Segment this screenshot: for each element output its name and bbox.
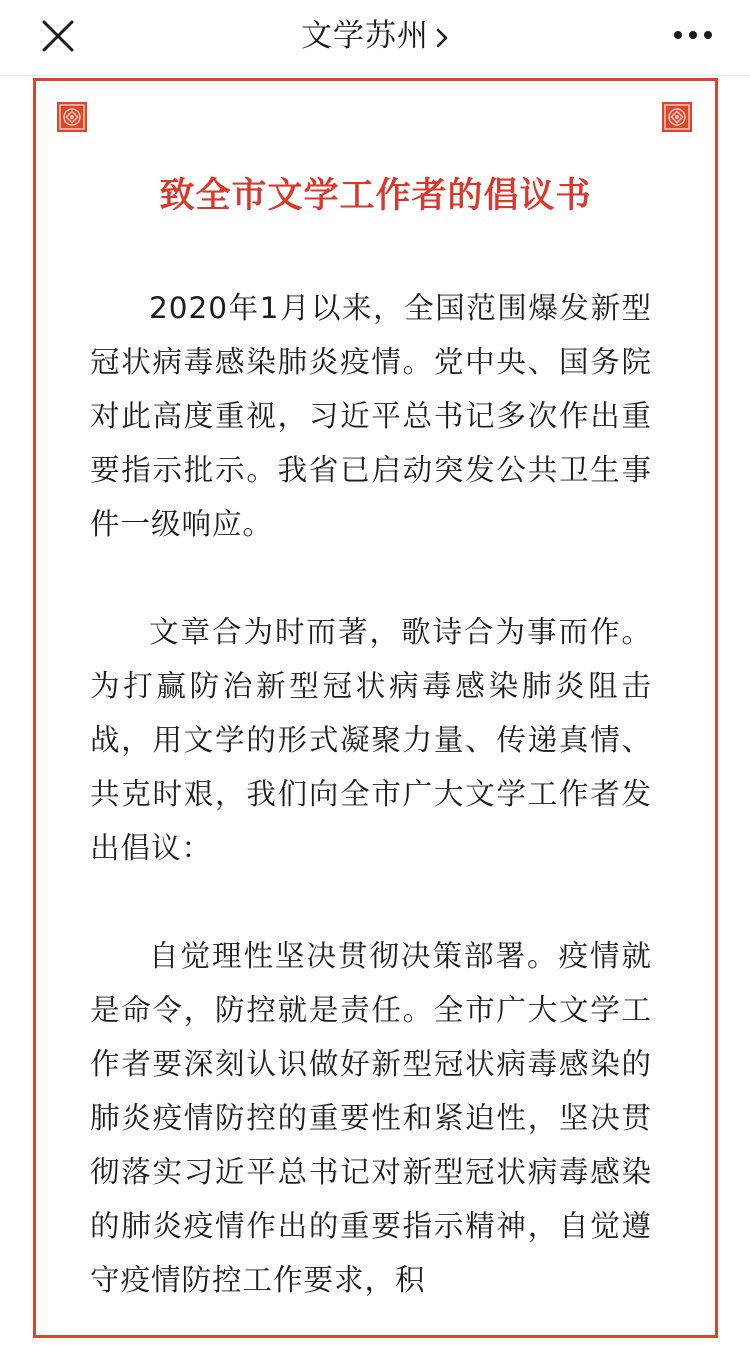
chevron-right-icon [435,27,449,53]
corner-ornament-icon [56,101,88,133]
corner-ornament-icon [661,101,693,133]
article-title: 致全市文学工作者的倡议书 [159,176,592,216]
article-paragraph: 2020年1月以来，全国范围爆发新型冠状病毒感染肺炎疫情。党中央、国务院对此高度重视，习近平总书记多次作出重要指示批示。我省已启动突发公共卫生事件一级响应。 [90,291,652,541]
article-body [90,281,652,1361]
top-nav-bar [0,0,750,76]
article-frame [33,78,718,1338]
more-icon[interactable] [672,22,714,48]
article-paragraph: 自觉理性坚决贯彻决策部署。疫情就是命令，防控就是责任。全市广大文学工作者要深刻认识做好新型冠状病毒感染的肺炎疫情防控的重要性和紧迫性，坚决贯彻落实习近平总书记对新型冠状病毒感染的肺炎疫情作出的重要指示精神，自觉遵守疫情防控工作要求，积 [90,939,652,1297]
article-paragraph: 文章合为时而著，歌诗合为事而作。为打赢防治新型冠状病毒感染肺炎阻击战，用文学的形式凝聚力量、传递真情、共克时艰，我们向全市广大文学工作者发出倡议： [90,615,652,865]
nav-title: 文学苏州 [301,18,429,54]
account-title-link[interactable] [0,14,750,58]
